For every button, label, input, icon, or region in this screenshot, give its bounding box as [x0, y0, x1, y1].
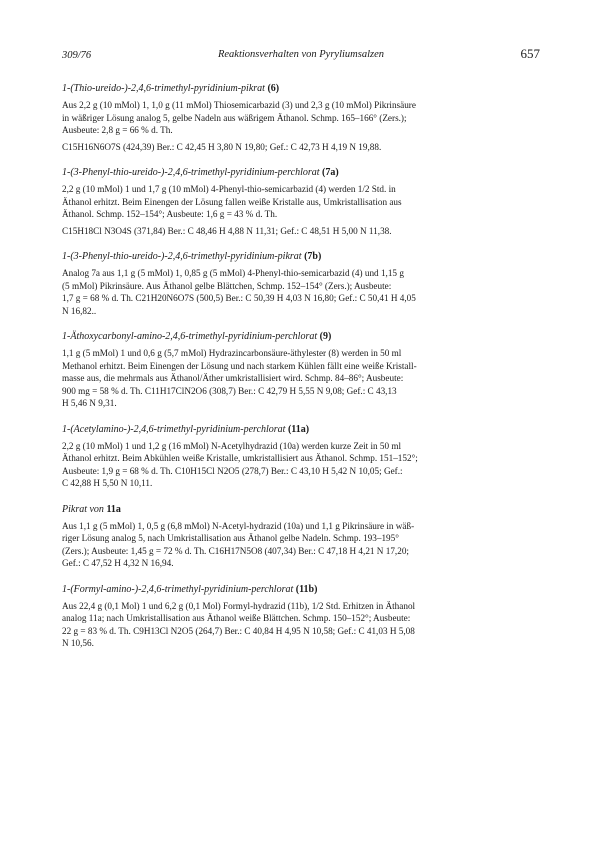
page [62, 46, 540, 663]
section-title: 1-Äthoxycarbonyl-amino-2,4,6-trimethyl-pyridinium-perchlorat (9) [62, 331, 332, 342]
section-title: 1-(Formyl-amino-)-2,4,6-trimethyl-pyridinium-perchlorat (11b) [62, 583, 318, 595]
compound-section [62, 423, 540, 490]
section-title: 1-(Thio-ureido-)-2,4,6-trimethyl-pyridinium-pikrat (6) [62, 83, 280, 94]
compound-section [62, 330, 540, 410]
running-header [62, 46, 540, 62]
section-body: Analog 7a aus 1,1 g (5 mMol) 1, 0,85 g (5 mMol) 4-Phenyl-thio-semicarbazid (4) und 1,15 g (5 mMol) Pikrinsäure. Aus Äthanol gelbe Blättchen, Schmp. 152–154° (Zers.); Ausbeute: 1,7 g = 68 % d. Th. C21H20N6O7S (500,5) Ber.: C 50,39 H 4,03 N 16,80; Gef.: C 50,41 H 4,05 N 16,82.. [62, 268, 416, 316]
section-title: 1-(3-Phenyl-thio-ureido-)-2,4,6-trimethyl-pyridinium-perchlorat (7a) [62, 167, 339, 178]
section-title: 1-(3-Phenyl-thio-ureido-)-2,4,6-trimethyl-pyridinium-pikrat (7b) [62, 251, 322, 262]
compound-section [62, 166, 540, 237]
section-body: 1,1 g (5 mMol) 1 und 0,6 g (5,7 mMol) Hydrazincarbonsäure-äthylester (8) werden in 50 ml Methanol erhitzt. Beim Einengen der Lösung und nach starkem Kühlen fällt eine weiße Kristall- masse aus, die mehrmals aus Äthanol/Äther umkristallisiert wird. Schmp. 84–86°; Ausbeute: 900 mg = 58 % d. Th. C11H17ClN2O6 (308,7) Ber.: C 42,79 H 5,55 N 9,08; Gef.: C 43,13 H 5,46 N 9,31. [62, 348, 417, 408]
section-body: 2,2 g (10 mMol) 1 und 1,7 g (10 mMol) 4-Phenyl-thio-semicarbazid (4) werden 1/2 Std. in Äthanol erhitzt. Beim Einengen der Lösung fallen weiße Kristalle aus, Umkristallisation aus Äthanol. Schmp. 152–154°; Ausbeute: 1,6 g = 43 % d. Th. [62, 184, 402, 219]
section-body: Aus 22,4 g (0,1 Mol) 1 und 6,2 g (0,1 Mol) Formyl-hydrazid (11b), 1/2 Std. Erhitzen in Äthanol analog 11a; nach Umkristallisation aus Äthanol weiße Blättchen. Schmp. 150–152°; Ausbeute: 22 g = 83 % d. Th. C9H13Cl N2O5 (264,7) Ber.: C 40,84 H 4,95 N 10,58; Gef.: C 41,03 H 5,08 N 10,56. [62, 600, 416, 648]
page-number: 657 [520, 46, 540, 61]
section-body: Aus 1,1 g (5 mMol) 1, 0,5 g (6,8 mMol) N-Acetyl-hydrazid (10a) und 1,1 g Pikrinsäure in wäß- riger Lösung analog 5, nach Umkristallisation aus Äthanol gelbe Nadeln. Schmp. 193–195° (Zers.); Ausbeute: 1,45 g = 72 % d. Th. C16H17N5O8 (407,34) Ber.: C 47,18 H 4,21 N 17,20; Gef.: C 47,52 H 4,32 N 16,94. [62, 520, 415, 568]
compound-section [62, 503, 540, 570]
compound-section [62, 82, 540, 153]
section-title: Pikrat von 11a [62, 503, 121, 515]
running-title: Reaktionsverhalten von Pyryliumsalzen [217, 49, 385, 60]
compound-section [62, 583, 540, 650]
section-formula: C15H18Cl N3O4S (371,84) Ber.: C 48,46 H 4,88 N 11,31; Gef.: C 48,51 H 5,00 N 11,38. [62, 225, 392, 236]
section-body: Aus 2,2 g (10 mMol) 1, 1,0 g (11 mMol) Thiosemicarbazid (3) und 2,3 g (10 mMol) Pikrinsäure in wäßriger Lösung analog 5, gelbe Nadeln aus wäßrigem Äthanol. Schmp. 165–166° (Zers.); Ausbeute: 2,8 g = 66 % d. Th. [62, 100, 416, 135]
issue-number: 309/76 [62, 50, 92, 61]
section-formula: C15H16N6O7S (424,39) Ber.: C 42,45 H 3,80 N 19,80; Gef.: C 42,73 H 4,19 N 19,88. [62, 141, 382, 152]
compound-section [62, 250, 540, 317]
section-title: 1-(Acetylamino-)-2,4,6-trimethyl-pyridinium-perchlorat (11a) [62, 423, 310, 435]
section-body: 2,2 g (10 mMol) 1 und 1,2 g (16 mMol) N-Acetylhydrazid (10a) werden kurze Zeit in 50 ml Äthanol erhitzt. Beim Abkühlen weiße Kristalle, umkristallisiert aus Äthanol. Schmp. 151–152°; Ausbeute: 1,9 g = 68 % d. Th. C10H15Cl N2O5 (278,7) Ber.: C 43,10 H 5,42 N 10,05; Gef.: C 42,88 H 5,50 N 10,11. [62, 440, 418, 488]
